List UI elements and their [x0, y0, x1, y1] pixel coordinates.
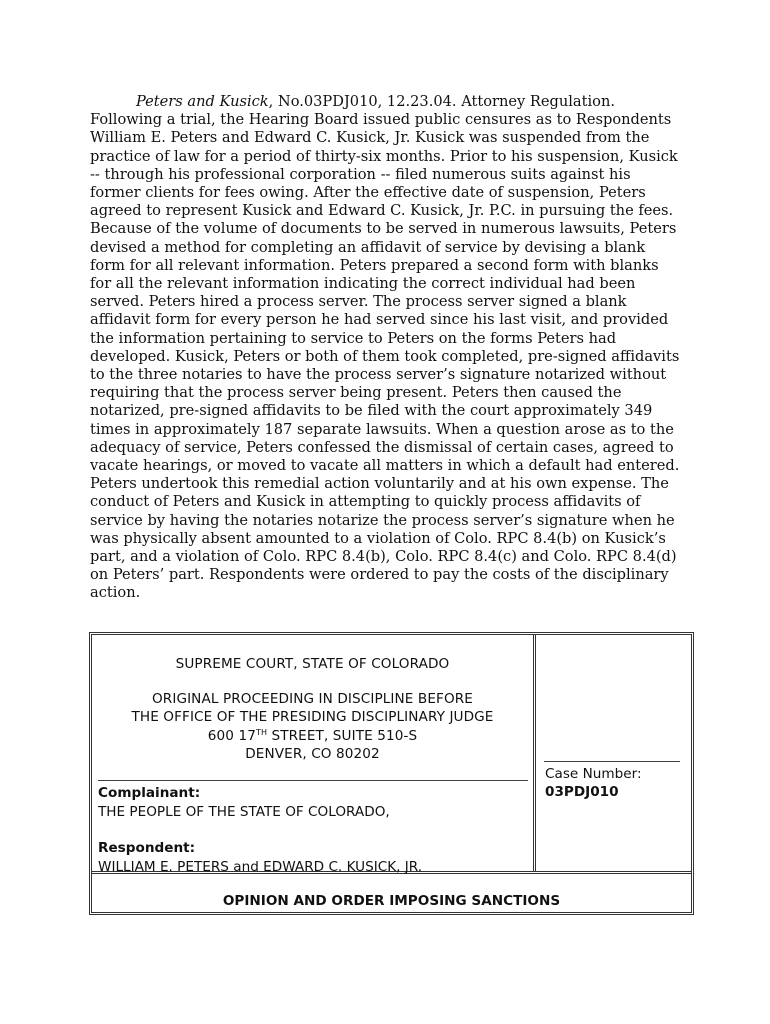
proceeding-line-1: ORIGINAL PROCEEDING IN DISCIPLINE BEFORE [151, 690, 473, 707]
proceeding-line-2: THE OFFICE OF THE PRESIDING DISCIPLINARY JUDGE [131, 709, 494, 725]
parties-spacer [98, 821, 528, 839]
caption-right-column [539, 635, 691, 871]
complainant-name: THE PEOPLE OF THE STATE OF COLORADO, [98, 803, 390, 820]
court-city: DENVER, CO 80202 [245, 746, 380, 762]
document-title: OPINION AND ORDER IMPOSING SANCTIONS [222, 893, 561, 909]
caption-top-section [92, 635, 691, 874]
caption-left-column [92, 635, 536, 875]
case-caption-box [89, 632, 694, 915]
case-number-rule [544, 761, 680, 762]
court-heading [92, 655, 533, 764]
respondent-label: Respondent: [98, 840, 196, 856]
case-number: 03PDJ010 [545, 784, 619, 800]
complainant-label: Complainant: [98, 785, 201, 801]
address-rest: STREET, SUITE 510-S [267, 727, 418, 744]
caption-divider-rule [98, 780, 528, 781]
case-summary-paragraph [90, 93, 680, 603]
court-address [92, 727, 533, 746]
case-name: Peters and Kusick [136, 93, 269, 110]
court-heading-gap [92, 674, 533, 690]
summary-text: , No.03PDJ010, 12.23.04. Attorney Regulation. Following a trial, the Hearing Board issued public censures as to Respondents William E. Peters and Edward C. Kusick, Jr. Kusick was suspended from the practice of law for a period of thirty-six months. Prior to his suspension, Kusick -- through his professional corporation -- filed numerous suits against his former clients for fees owing. After the effective date of suspension, Peters agreed to represent Kusick and Edward C. Kusick, Jr. P.C. in pursuing the fees. Because of the volume of documents to be served in numerous lawsuits, Peters devised a method for completing an affidavit of service by devising a blank form for all relevant information. Peters prepared a second form with blanks for all the relevant information indicating the correct individual had been served. Peters hired a process server. The process server signed a blank affidavit form for every person he had served since his last visit, and provided the information pertaining to service to Peters on the forms Peters had developed. Kusick, Peters or both of them took completed, pre-signed affidavits to the three notaries to have the process server’s signature notarized without requiring that the process server being present. Peters then caused the notarized, pre-signed affidavits to be filed with the court approximately 349 times in approximately 187 separate lawsuits. When a question arose as to the adequacy of service, Peters confessed the dismissal of certain cases, agreed to vacate hearings, or moved to vacate all matters in which a default had entered. Peters undertook this remedial action voluntarily and at his own expense. The conduct of Peters and Kusick in attempting to quickly process affidavits of service by having the notaries notarize the process server’s signature when he was physically absent amounted to a violation of Colo. RPC 8.4(b) on Kusick’s part, and a violation of Colo. RPC 8.4(b), Colo. RPC 8.4(c) and Colo. RPC 8.4(d) on Peters’ part. Respondents were ordered to pay the costs of the disciplinary action. [90, 93, 680, 602]
respondent-name: WILLIAM E. PETERS and EDWARD C. KUSICK, JR. [98, 858, 423, 875]
parties-block [98, 784, 528, 876]
address-suffix: TH [255, 727, 268, 737]
address-number: 600 17 [207, 727, 256, 744]
court-name: SUPREME COURT, STATE OF COLORADO [175, 656, 450, 672]
case-number-label: Case Number: [545, 766, 642, 782]
